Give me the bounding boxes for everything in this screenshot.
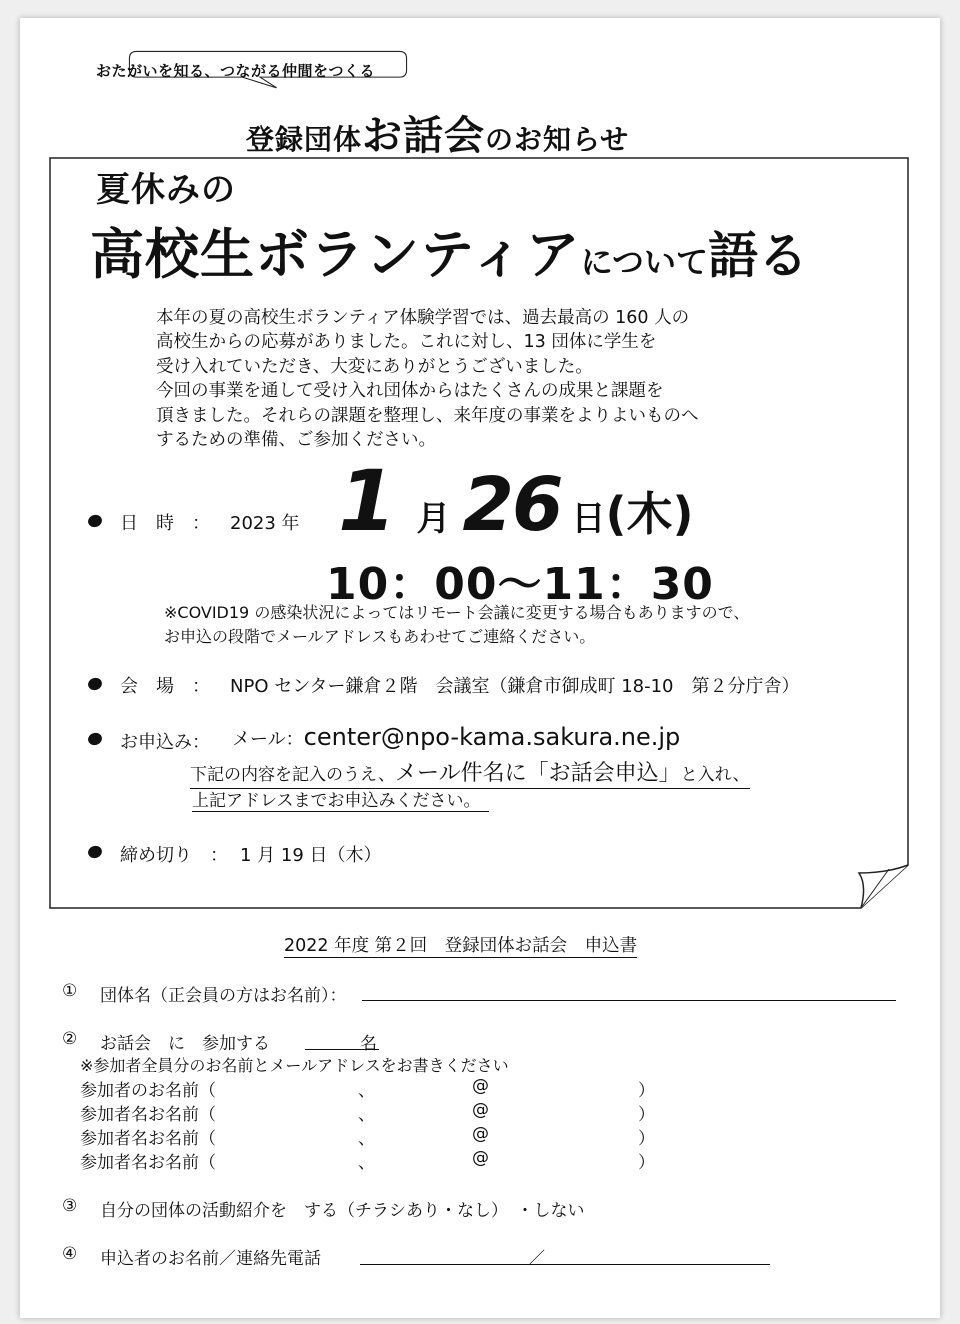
header-big: お話会	[362, 113, 486, 159]
applicant-contact-field[interactable]	[360, 1264, 770, 1265]
venue-label: 会 場 ：	[120, 676, 210, 697]
intro-line: するための準備、ご参加ください。	[156, 430, 436, 451]
row-separator: 、	[358, 1105, 375, 1125]
row-at: @	[472, 1100, 489, 1120]
participant-row-label: 参加者名お名前（	[80, 1105, 216, 1125]
apply-note1	[190, 756, 750, 789]
main-title	[90, 212, 808, 289]
participant-row-label: 参加者名お名前（	[80, 1153, 216, 1173]
intro-paragraph	[156, 306, 699, 452]
datetime-year: 2023 年	[230, 513, 300, 534]
covid-note	[164, 601, 749, 649]
row-separator: 、	[358, 1129, 375, 1149]
intro-line: 受け入れていただき、大変にありがとうございました。	[156, 356, 593, 377]
date-month-unit: 月	[416, 499, 451, 539]
row-close: ）	[638, 1129, 655, 1149]
title-last: 語る	[708, 227, 809, 285]
datetime-date	[338, 452, 693, 550]
covid-note-line: お申込の段階でメールアドレスもあわせてご連絡ください。	[164, 627, 596, 646]
email-link[interactable]: center@npo-kama.sakura.ne.jp	[303, 723, 681, 751]
item4-label: 申込者のお名前／連絡先電話	[100, 1249, 321, 1269]
item2-unit: 名	[360, 1034, 377, 1054]
row-at: @	[472, 1076, 489, 1096]
group-name-field[interactable]	[362, 1000, 896, 1001]
participant-row-label: 参加者のお名前（	[80, 1081, 216, 1101]
title-mid: について	[580, 243, 709, 281]
item1-label: 団体名（正会員の方はお名前）：	[100, 986, 347, 1006]
deadline-label: 締め切り ：	[120, 845, 228, 866]
intro-line: 高校生からの応募がありました。これに対し、13 団体に学生を	[156, 332, 657, 353]
intro-line: 今回の事業を通して受け入れ団体からはたくさんの成果と課題を	[156, 381, 664, 402]
item3-number: ③	[62, 1196, 78, 1216]
apply-note1-c: と入れ、	[680, 765, 750, 785]
row-separator: 、	[358, 1153, 375, 1173]
datetime-time: 10：00～11：30	[326, 559, 714, 610]
item4-number: ④	[62, 1244, 78, 1264]
apply-note1-a: 下記の内容を記入のうえ、	[190, 765, 396, 785]
item1-number: ①	[62, 981, 78, 1001]
row-at: @	[472, 1148, 489, 1168]
row-close: ）	[638, 1105, 655, 1125]
item2-label: お話会 に 参加する	[100, 1034, 270, 1054]
intro-line: 本年の夏の高校生ボランティア体験学習では、過去最高の 160 人の	[156, 308, 690, 328]
form-title: 2022 年度 第２回 登録団体お話会 申込書	[284, 932, 637, 958]
row-separator: 、	[358, 1081, 375, 1101]
venue-value: NPO センター鎌倉２階 会議室（鎌倉市御成町 18-10 第２分庁舎）	[230, 676, 800, 697]
deadline-value: 1 月 19 日（木）	[240, 845, 382, 866]
page-header	[246, 104, 629, 161]
title-line1: 夏休みの	[96, 170, 236, 210]
apply-mail	[232, 723, 680, 751]
date-month: 1	[338, 452, 395, 550]
row-at: @	[472, 1124, 489, 1144]
row-close: ）	[638, 1153, 655, 1173]
apply-note1-b: メール件名に「お話会申込」	[395, 761, 681, 786]
header-suffix: のお知らせ	[485, 123, 630, 156]
intro-line: 頂きました。それらの課題を整理し、来年度の事業をよりよいものへ	[156, 405, 699, 426]
mail-label: メール：	[232, 729, 304, 750]
date-weekday: (木)	[605, 487, 694, 541]
date-day-unit: 日	[571, 499, 606, 539]
item3-label: 自分の団体の活動紹介を する（チラシあり・なし） ・しない	[100, 1201, 585, 1221]
title-big: 高校生ボランティア	[90, 223, 581, 286]
row-close: ）	[638, 1081, 655, 1101]
covid-note-line: ※COVID19 の感染状況によってはリモート会議に変更する場合もありますので、	[164, 603, 750, 622]
apply-label: お申込み：	[120, 732, 210, 753]
datetime-label: 日 時 ：	[120, 513, 210, 534]
tagline: おたがいを知る、つながる仲間をつくる	[96, 62, 376, 80]
header-prefix: 登録団体	[246, 123, 363, 156]
item2-number: ②	[62, 1029, 78, 1049]
participant-row-label: 参加者名お名前（	[80, 1129, 216, 1149]
date-day: 26	[462, 462, 562, 548]
apply-note2: 上記アドレスまでお申込みください。	[192, 786, 489, 812]
item4-slash: ／	[528, 1249, 545, 1269]
item2-note: ※参加者全員分のお名前とメールアドレスをお書きください	[80, 1056, 509, 1075]
